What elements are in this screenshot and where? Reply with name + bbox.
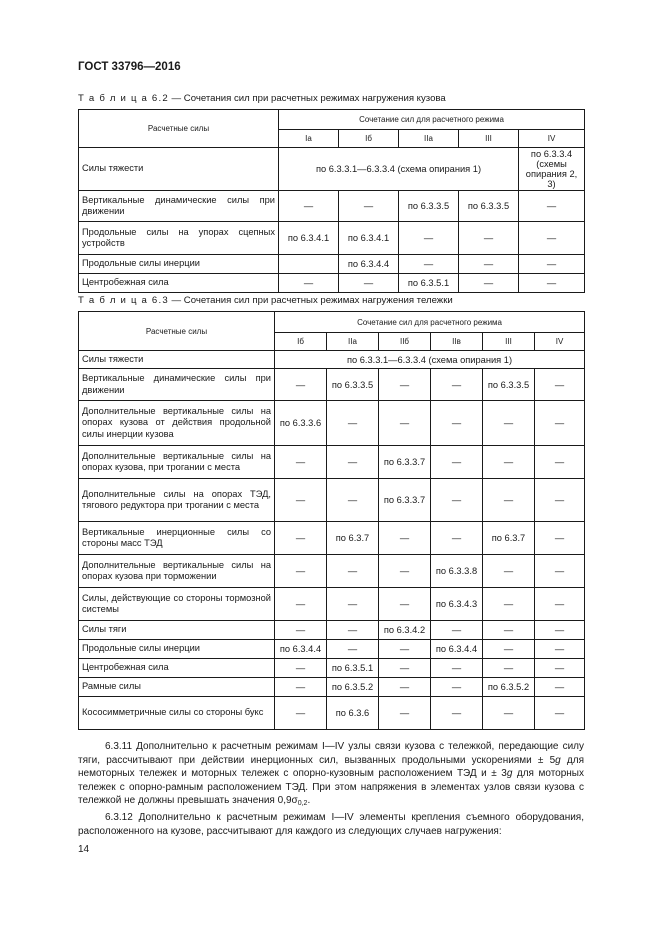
body-text [78,740,584,838]
table-row [79,621,585,640]
table-cell: по 6.3.4.1 [339,222,399,255]
t1-header-group: Сочетание сил для расчетного режима [279,110,585,130]
row-label: Центробежная сила [79,659,275,678]
table-cell: — [275,678,327,697]
table-6-3-caption-prefix: Т а б л и ц а 6.3 [78,295,169,306]
table-cell: — [275,479,327,522]
table-row [79,401,585,446]
row-label: Дополнительные силы на опорах ТЭД, тягового редуктора при трогании с места [79,479,275,522]
table-cell: — [431,522,483,555]
table-cell: — [483,621,535,640]
table-cell: — [483,588,535,621]
para-6-3-11-text-1: 6.3.11 Дополнительно к расчетным режимам I—IV узлы связи кузова с тележкой, передающие силу тяги, рассчитывают при действии инерционных сил, вызванных продольными ускорениями ± 5 [78,741,584,766]
t2-header-group: Сочетание сил для расчетного режима [275,312,585,333]
table-cell: — [483,659,535,678]
table-row [79,659,585,678]
table-cell: по 6.3.5.2 [327,678,379,697]
row-label: Рамные силы [79,678,275,697]
table-cell: — [379,678,431,697]
table-cell: — [275,369,327,401]
table-row [79,555,585,588]
table-row [79,479,585,522]
row-label: Дополнительные вертикальные силы на опорах кузова, при трогании с места [79,446,275,479]
t1-mode-4: III [459,130,519,148]
table-cell: — [327,446,379,479]
table-cell: — [275,522,327,555]
table-row [79,678,585,697]
table-cell: по 6.3.3.4 (схемы опирания 2, 3) [519,148,585,191]
row-label: Продольные силы инерции [79,640,275,659]
table-6-2-caption-text: — Сочетания сил при расчетных режимах нагружения кузова [168,93,446,104]
table-cell: — [483,401,535,446]
table-row [79,191,585,222]
table-cell: — [399,255,459,274]
table-cell: по 6.3.6 [327,697,379,730]
table-cell: — [519,222,585,255]
table-cell: — [399,222,459,255]
row-label: Вертикальные динамические силы при движении [79,191,279,222]
table-cell: по 6.3.4.3 [431,588,483,621]
row-label: Вертикальные динамические силы при движении [79,369,275,401]
table-cell: по 6.3.3.1—6.3.3.4 (схема опирания 1) [275,351,585,369]
table-cell: — [431,479,483,522]
paragraph-6-3-12: 6.3.12 Дополнительно к расчетным режимам I—IV элементы крепления съемного оборудования, расположенного на кузове, рассчитывают для каждого из следующих случаев нагружения: [78,811,584,837]
table-cell: по 6.3.3.1—6.3.3.4 (схема опирания 1) [279,148,519,191]
t1-header-forces: Расчетные силы [79,110,279,148]
document-header: ГОСТ 33796—2016 [78,61,181,73]
table-cell: — [379,401,431,446]
table-cell: — [535,640,585,659]
table-row [79,446,585,479]
table-cell: — [535,446,585,479]
table-cell: — [327,555,379,588]
table-row [79,588,585,621]
t1-mode-3: IIа [399,130,459,148]
t2-mode-5: III [483,333,535,351]
table-cell: — [459,222,519,255]
table-cell: — [339,191,399,222]
t2-mode-6: IV [535,333,585,351]
table-cell: — [431,659,483,678]
para-6-3-11-g-2: g [506,768,513,780]
row-label: Центробежная сила [79,274,279,293]
para-6-3-11-g-1: g [555,754,561,766]
table-cell: — [327,479,379,522]
table-cell: — [535,522,585,555]
table-cell: — [483,479,535,522]
table-cell: по 6.3.3.5 [483,369,535,401]
table-cell: — [379,522,431,555]
table-cell: по 6.3.5.1 [399,274,459,293]
t2-header-forces: Расчетные силы [79,312,275,351]
table-cell: — [431,446,483,479]
table-cell: — [279,191,339,222]
table-cell: — [459,274,519,293]
row-label: Силы тяжести [79,148,279,191]
table-cell: — [275,555,327,588]
table-cell: — [275,588,327,621]
table-cell: — [379,697,431,730]
table-cell: — [275,697,327,730]
table-cell: по 6.3.3.5 [459,191,519,222]
table-cell: — [535,479,585,522]
row-label: Вертикальные инерционные силы со стороны масс ТЭД [79,522,275,555]
table-cell: — [519,255,585,274]
table-row [79,697,585,730]
page-number: 14 [78,844,90,855]
t2-mode-1: Iб [275,333,327,351]
table-cell: — [379,659,431,678]
table-cell: по 6.3.3.5 [399,191,459,222]
table-cell: — [431,401,483,446]
table-cell: по 6.3.3.7 [379,446,431,479]
table-row [79,148,585,191]
row-label: Силы тяги [79,621,275,640]
table-cell: — [327,640,379,659]
table-cell: по 6.3.3.5 [327,369,379,401]
table-row [79,522,585,555]
table-cell: — [431,369,483,401]
table-cell: — [275,621,327,640]
table-6-3-caption-text: — Сочетания сил при расчетных режимах нагружения тележки [168,295,453,306]
table-cell: — [483,446,535,479]
row-label: Кососимметричные силы со стороны букс [79,697,275,730]
table-cell: — [535,401,585,446]
table-cell: — [535,369,585,401]
table-cell: — [535,555,585,588]
table-cell: по 6.3.4.4 [275,640,327,659]
table-cell: по 6.3.7 [327,522,379,555]
table-cell: — [339,274,399,293]
table-row [79,274,585,293]
para-6-3-11-text-3: для моторных тележек с опорно-рамным расположением ТЭД. При этом напряжения в элементах узлов связи кузова с тележкой не должны превышать значения 0,9σ [78,768,584,807]
table-cell: — [379,640,431,659]
table-6-2-caption-prefix: Т а б л и ц а 6.2 [78,93,169,104]
table-cell: по 6.3.3.7 [379,479,431,522]
table-row [79,351,585,369]
table-cell: по 6.3.4.4 [339,255,399,274]
table-cell: — [483,640,535,659]
row-label: Продольные силы инерции [79,255,279,274]
table-cell: — [379,369,431,401]
table-cell: — [483,555,535,588]
t2-mode-3: IIб [379,333,431,351]
table-cell: — [431,697,483,730]
table-cell: по 6.3.4.2 [379,621,431,640]
table-6-2-caption [78,93,446,104]
t1-mode-2: Iб [339,130,399,148]
table-cell: — [379,555,431,588]
table-cell: по 6.3.5.2 [483,678,535,697]
table-cell: — [431,621,483,640]
table-row [79,369,585,401]
table-cell: — [327,588,379,621]
table-cell: — [535,678,585,697]
table-cell: по 6.3.5.1 [327,659,379,678]
table-row [79,640,585,659]
row-label: Дополнительные вертикальные силы на опорах кузова при торможении [79,555,275,588]
paragraph-6-3-11 [78,740,584,811]
table-cell: — [535,659,585,678]
table-cell: — [431,678,483,697]
table-cell: — [535,588,585,621]
table-cell: по 6.3.7 [483,522,535,555]
row-label: Силы, действующие со стороны тормозной системы [79,588,275,621]
table-cell: — [275,659,327,678]
table-cell: — [519,274,585,293]
table-cell: — [327,621,379,640]
table-6-3-caption [78,295,453,306]
para-6-3-11-text-4: . [307,795,311,807]
t2-mode-4: IIв [431,333,483,351]
table-cell: — [483,697,535,730]
table-row [79,255,585,274]
table-cell: — [535,621,585,640]
table-cell: — [519,191,585,222]
table-cell: — [379,588,431,621]
table-cell: — [279,274,339,293]
para-6-3-11-subscript: 0,2 [297,800,308,808]
table-cell [279,255,339,274]
row-label: Силы тяжести [79,351,275,369]
table-6-2 [78,109,585,293]
t1-mode-5: IV [519,130,585,148]
row-label: Дополнительные вертикальные силы на опорах кузова от действия продольной силы инерции кузова [79,401,275,446]
table-6-3 [78,311,585,730]
table-cell: — [459,255,519,274]
t2-mode-2: IIа [327,333,379,351]
t1-mode-1: Iа [279,130,339,148]
table-cell: — [327,401,379,446]
row-label: Продольные силы на упорах сцепных устройств [79,222,279,255]
para-6-3-11-text-2: для немоторных тележек и моторных тележек с опорно-кузовным расположением ТЭД и ± 3 [78,754,584,780]
table-cell: по 6.3.4.4 [431,640,483,659]
table-cell: по 6.3.4.1 [279,222,339,255]
table-cell: по 6.3.3.6 [275,401,327,446]
table-row [79,222,585,255]
table-cell: — [535,697,585,730]
table-cell: — [275,446,327,479]
table-cell: по 6.3.3.8 [431,555,483,588]
